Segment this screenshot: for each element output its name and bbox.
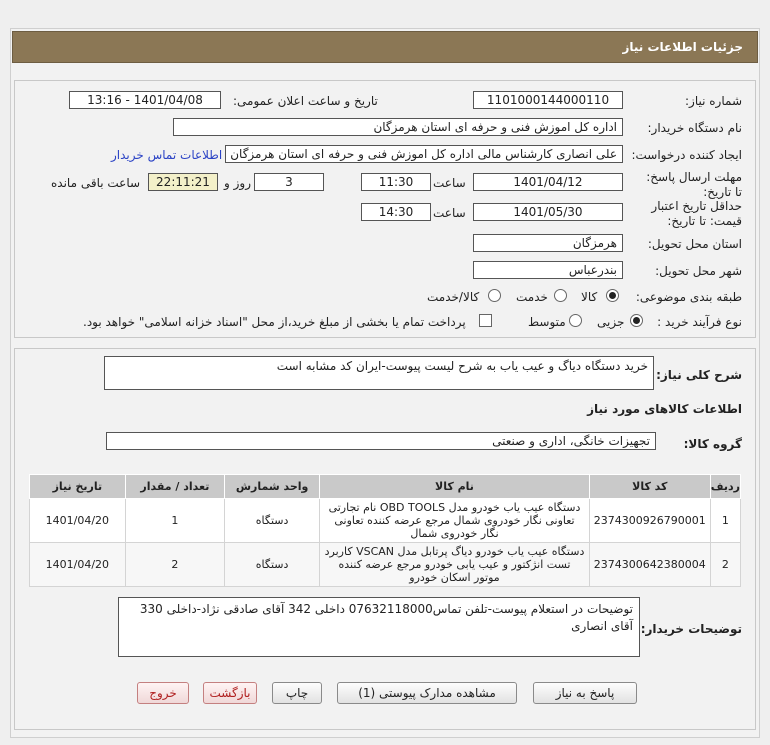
category-goods-service-label: کالا/خدمت <box>427 290 480 304</box>
delivery-city-field: بندرعباس <box>473 261 623 279</box>
buyer-notes-field: توضیحات در استعلام پیوست-تلفن تماس07632118000 داخلی 342 آقای صادقی نژاد-داخلی 330 آقای انصاری <box>118 597 640 657</box>
buyer-org-label: نام دستگاه خریدار: <box>647 121 742 135</box>
cell-date: 1401/04/20 <box>30 543 126 587</box>
table-row[interactable] <box>30 543 741 587</box>
category-radio-goods-service[interactable] <box>488 289 501 302</box>
reply-button[interactable]: پاسخ به نیاز <box>533 682 637 704</box>
validity-hour-label: ساعت <box>433 206 466 220</box>
cell-date: 1401/04/20 <box>30 499 126 543</box>
process-medium-label: متوسط <box>528 315 566 329</box>
category-radio-goods[interactable] <box>606 289 619 302</box>
col-date: تاریخ نیاز <box>30 475 126 499</box>
general-desc-label: شرح کلی نیاز: <box>656 368 742 382</box>
delivery-province-label: استان محل تحویل: <box>647 237 742 251</box>
category-goods-label: کالا <box>581 290 598 304</box>
cell-unit: دستگاه <box>225 543 320 587</box>
goods-group-field: تجهیزات خانگی، اداری و صنعتی <box>106 432 656 450</box>
cell-row: 1 <box>710 499 740 543</box>
price-validity-label: حداقل تاریخ اعتبار قیمت: تا تاریخ: <box>651 199 742 228</box>
exit-button[interactable]: خروج <box>137 682 189 704</box>
cell-code: 2374300642380004 <box>589 543 710 587</box>
cell-qty: 2 <box>125 543 224 587</box>
process-minor-label: جزیی <box>597 315 625 329</box>
validity-time-field: 14:30 <box>361 203 431 221</box>
print-button[interactable]: چاپ <box>272 682 322 704</box>
days-and-label: روز و <box>224 176 251 190</box>
days-field: 3 <box>254 173 324 191</box>
reply-time-field: 11:30 <box>361 173 431 191</box>
reply-hour-label: ساعت <box>433 176 466 190</box>
cell-unit: دستگاه <box>225 499 320 543</box>
window-titlebar <box>12 31 758 63</box>
col-code: کد کالا <box>589 475 710 499</box>
table-header-row <box>30 475 741 499</box>
delivery-province-field: هرمزگان <box>473 234 623 252</box>
buyer-contact-link[interactable]: اطلاعات تماس خریدار <box>111 148 223 162</box>
category-radio-service[interactable] <box>554 289 567 302</box>
goods-table <box>29 474 741 587</box>
view-attachments-button[interactable]: مشاهده مدارک پیوستی (1) <box>337 682 517 704</box>
col-unit: واحد شمارش <box>225 475 320 499</box>
col-name: نام کالا <box>320 475 590 499</box>
buyer-org-field: اداره کل اموزش فنی و حرفه ای استان هرمزگان <box>173 118 623 136</box>
buyer-notes-label: توضیحات خریدار: <box>640 622 742 636</box>
window-title: جزئیات اطلاعات نیاز <box>622 40 743 54</box>
process-radio-minor[interactable] <box>630 314 643 327</box>
goods-group-label: گروه کالا: <box>683 437 742 451</box>
delivery-city-label: شهر محل تحویل: <box>655 264 742 278</box>
treasury-payment-checkbox[interactable] <box>479 314 492 327</box>
col-row: ردیف <box>710 475 740 499</box>
cell-code: 2374300926790001 <box>589 499 710 543</box>
reply-date-field: 1401/04/12 <box>473 173 623 191</box>
validity-date-field: 1401/05/30 <box>473 203 623 221</box>
process-type-label: نوع فرآیند خرید : <box>657 315 742 329</box>
process-radio-medium[interactable] <box>569 314 582 327</box>
cell-name: دستگاه عیب یاب خودرو مدل OBD TOOLS نام تجارتی تعاونی نگار خودروی شمال مرجع عرضه کننده تعاونی نگار خودروی شمال <box>320 499 590 543</box>
table-row[interactable] <box>30 499 741 543</box>
need-number-label: شماره نیاز: <box>685 94 742 108</box>
category-label: طبقه بندی موضوعی: <box>635 290 742 304</box>
goods-info-title: اطلاعات کالاهای مورد نیاز <box>587 402 742 416</box>
remaining-label: ساعت باقی مانده <box>51 176 141 190</box>
cell-qty: 1 <box>125 499 224 543</box>
col-qty: تعداد / مقدار <box>125 475 224 499</box>
need-number-field: 1101000144000110 <box>473 91 623 109</box>
treasury-payment-note: پرداخت تمام یا بخشی از مبلغ خرید،از محل "اسناد خزانه اسلامی" خواهد بود. <box>83 315 466 329</box>
requester-label: ایجاد کننده درخواست: <box>631 148 742 162</box>
announce-datetime-label: تاریخ و ساعت اعلان عمومی: <box>233 94 378 108</box>
general-desc-field: خرید دستگاه دیاگ و عیب یاب به شرح لیست پیوست-ایران کد مشابه است <box>104 356 654 390</box>
cell-name: دستگاه عیب یاب خودرو دیاگ پرتابل مدل VSCAN کاربرد تست انژکتور و عیب یابی خودرو مرجع عرضه کننده موتور اسکان خودرو <box>320 543 590 587</box>
announce-datetime-field: 1401/04/08 - 13:16 <box>69 91 221 109</box>
requester-field: علی انصاری کارشناس مالی اداره کل اموزش فنی و حرفه ای استان هرمزگان <box>225 145 623 163</box>
reply-deadline-label: مهلت ارسال پاسخ: تا تاریخ: <box>646 170 742 199</box>
remaining-time-field: 22:11:21 <box>148 173 218 191</box>
cell-row: 2 <box>710 543 740 587</box>
back-button[interactable]: بازگشت <box>203 682 257 704</box>
category-service-label: خدمت <box>516 290 548 304</box>
